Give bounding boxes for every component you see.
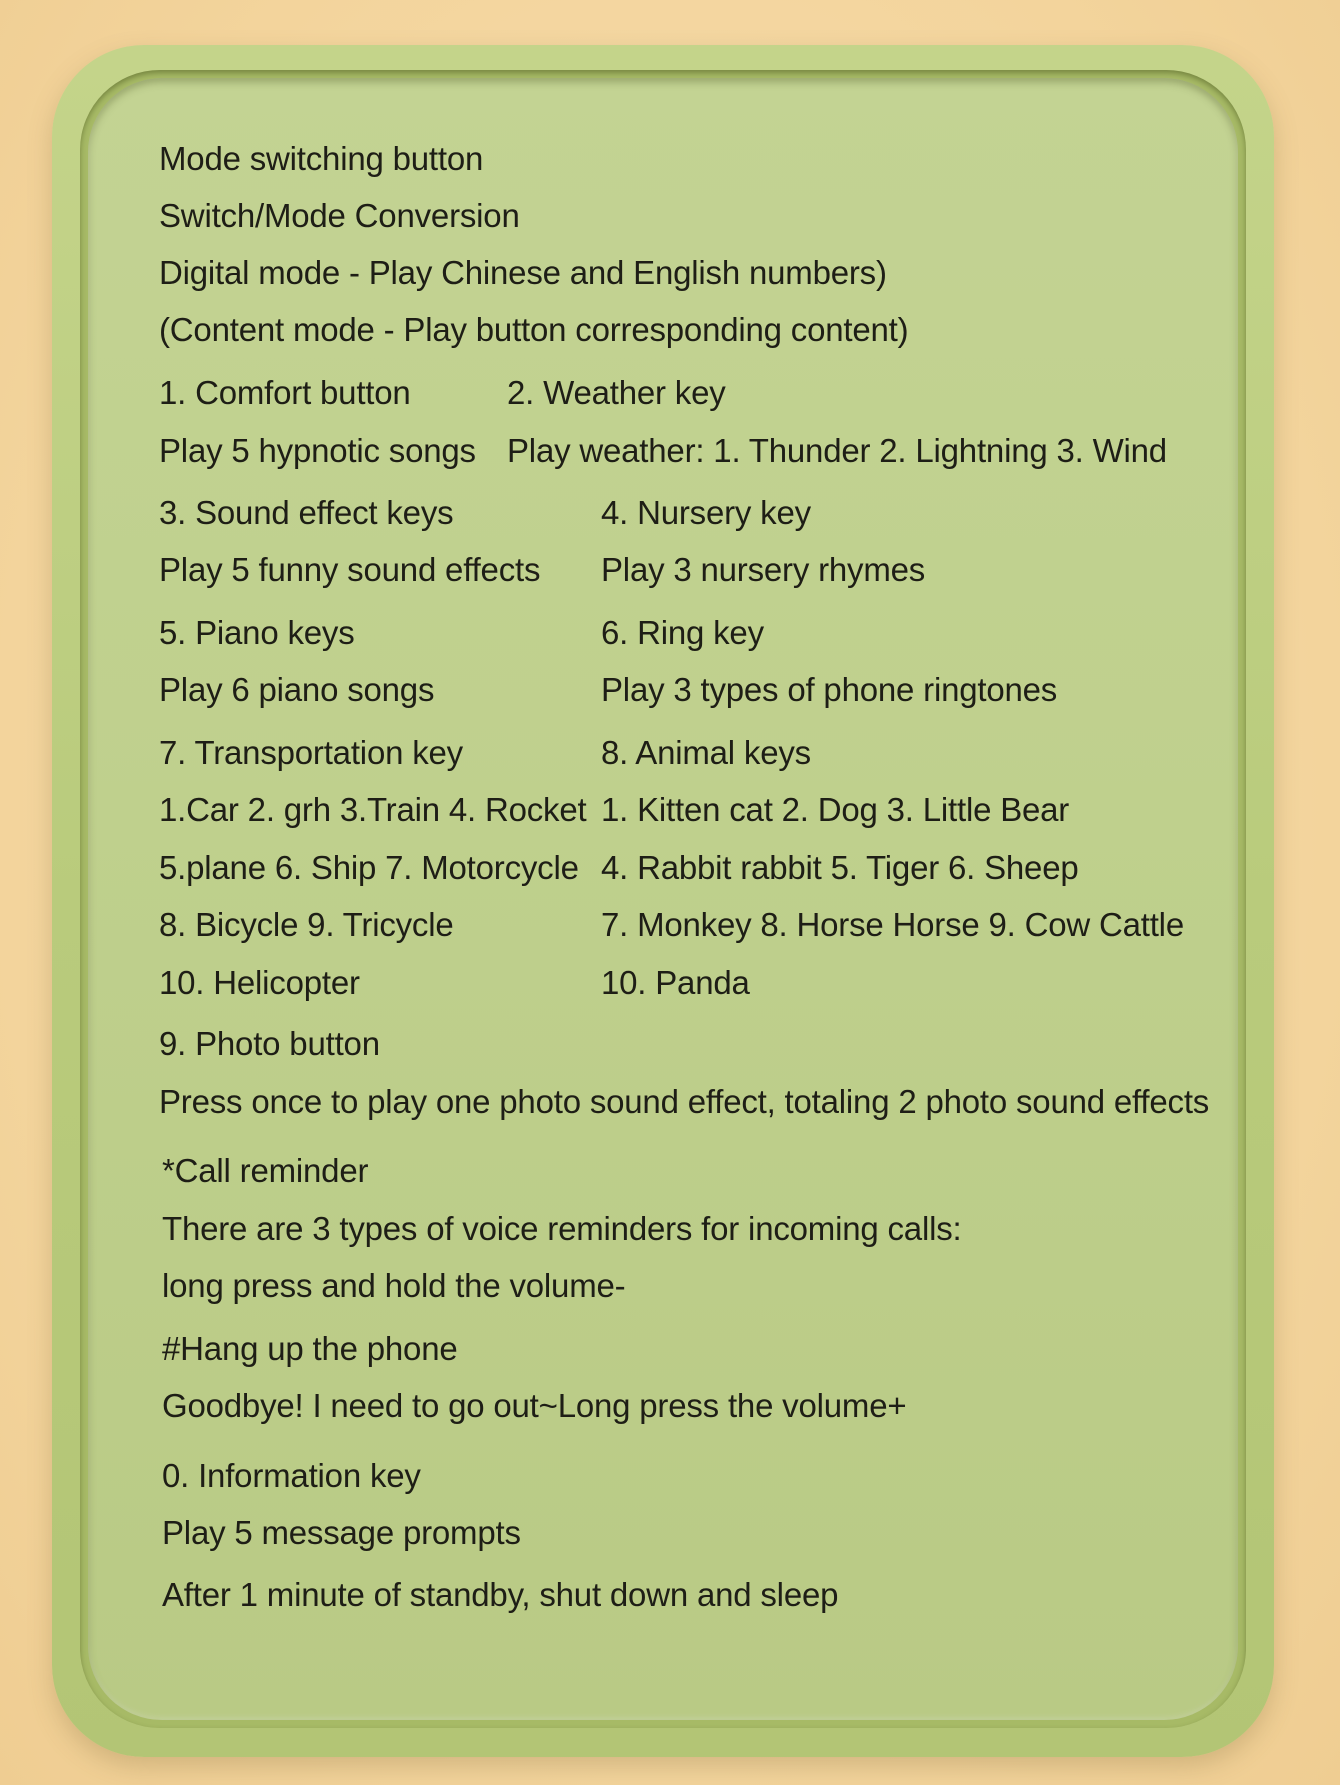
sound-key-desc: Play 5 funny sound effects [159,551,541,588]
animal-list-line: 7. Monkey 8. Horse Horse 9. Cow Cattle [601,906,1184,943]
photo-key-title: 9. Photo button [159,1025,380,1062]
hangup-desc: Goodbye! I need to go out~Long press the volume+ [162,1387,907,1424]
sound-key-title: 3. Sound effect keys [159,494,454,531]
comfort-key-desc: Play 5 hypnotic songs [159,432,476,469]
weather-key-title: 2. Weather key [507,374,726,411]
animal-list-line: 1. Kitten cat 2. Dog 3. Little Bear [601,791,1070,828]
piano-key-title: 5. Piano keys [159,614,355,651]
ring-key-desc: Play 3 types of phone ringtones [601,671,1058,708]
intro-switch-conversion: Switch/Mode Conversion [159,197,520,234]
weather-key-desc: Play weather: 1. Thunder 2. Lightning 3. Wind [507,432,1167,469]
call-reminder-title: *Call reminder [162,1152,369,1189]
transport-list-line: 5.plane 6. Ship 7. Motorcycle [159,849,579,886]
nursery-key-title: 4. Nursery key [601,494,811,531]
intro-content-mode: (Content mode - Play button corresponding content) [159,311,909,348]
photo-key-desc: Press once to play one photo sound effect, totaling 2 photo sound effects [159,1083,1210,1120]
call-reminder-desc: There are 3 types of voice reminders for incoming calls: [162,1210,962,1247]
ring-key-title: 6. Ring key [601,614,764,651]
animal-list-line: 4. Rabbit rabbit 5. Tiger 6. Sheep [601,849,1079,886]
animal-key-title: 8. Animal keys [601,734,811,771]
piano-key-desc: Play 6 piano songs [159,671,435,708]
info-key-desc: Play 5 message prompts [162,1514,521,1551]
animal-list-line: 10. Panda [601,964,750,1001]
call-reminder-volume: long press and hold the volume- [162,1267,626,1304]
info-key-title: 0. Information key [162,1457,421,1494]
intro-digital-mode: Digital mode - Play Chinese and English numbers) [159,254,887,291]
transport-list-line: 10. Helicopter [159,964,360,1001]
comfort-key-title: 1. Comfort button [159,374,411,411]
transport-list-line: 8. Bicycle 9. Tricycle [159,906,454,943]
transport-list-line: 1.Car 2. grh 3.Train 4. Rocket [159,791,587,828]
nursery-key-desc: Play 3 nursery rhymes [601,551,926,588]
hangup-title: #Hang up the phone [162,1330,458,1367]
transport-key-title: 7. Transportation key [159,734,463,771]
standby-sleep-note: After 1 minute of standby, shut down and sleep [162,1576,839,1613]
intro-mode-switching: Mode switching button [159,140,484,177]
